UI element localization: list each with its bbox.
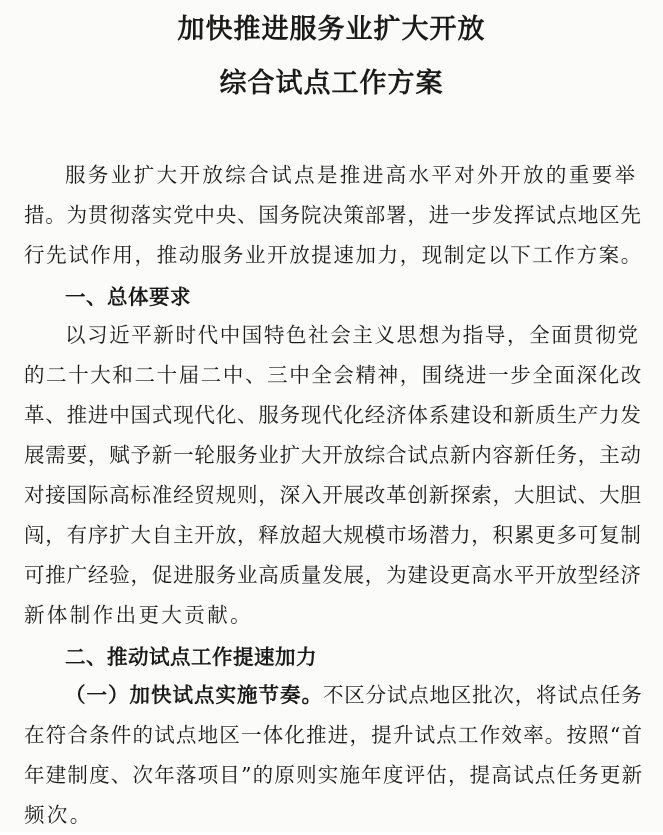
section1-line: 可推广经验，促进服务业高质量发展，为建设更高水平开放型经济	[24, 563, 642, 587]
section2-item1-first-line-text: 不区分试点地区批次，将试点任务	[323, 683, 643, 707]
section2-item1-first-line	[24, 675, 644, 715]
section1-line: 革、推进中国式现代化、服务现代化经济体系建设和新质生产力发	[24, 403, 642, 427]
section2-item1-line: 频次。	[24, 803, 93, 827]
section1-line: 对接国际高标准经贸规则，深入开展改革创新探索，大胆试、大胆	[24, 483, 642, 507]
section2-heading: 二、推动试点工作提速加力	[65, 645, 317, 669]
intro-line: 措。为贯彻落实党中央、国务院决策部署，进一步发挥试点地区先	[24, 203, 642, 227]
intro-paragraph	[24, 155, 644, 275]
section1-line: 的二十大和二十届二中、三中全会精神，围绕进一步全面深化改	[24, 363, 643, 387]
document-title-line2: 综合试点工作方案	[219, 68, 444, 99]
section1-line: 新体制作出更大贡献。	[24, 603, 253, 627]
section2-item1-paragraph	[24, 675, 644, 835]
section1-line: 展需要，赋予新一轮服务业扩大开放综合试点新内容新任务，主动	[24, 443, 642, 467]
section1-heading: 一、总体要求	[65, 285, 191, 309]
document-title-line1: 加快推进服务业扩大开放	[177, 14, 486, 45]
section2-item1-label: （一）加快试点实施节奏。	[65, 683, 323, 707]
intro-line: 行先试作用，推动服务业开放提速加力，现制定以下工作方案。	[24, 243, 643, 267]
section2-item1-line: 在符合条件的试点地区一体化推进，提升试点工作效率。按照“首	[24, 723, 644, 747]
section2-item1-line: 年建制度、次年落项目”的原则实施年度评估，提高试点任务更新	[24, 763, 644, 787]
section1-paragraph	[24, 315, 644, 635]
intro-line: 服务业扩大开放综合试点是推进高水平对外开放的重要举	[65, 163, 638, 187]
section1-line: 以习近平新时代中国特色社会主义思想为指导，全面贯彻党	[65, 323, 640, 347]
section1-line: 闯，有序扩大自主开放，释放超大规模市场潜力，积累更多可复制	[24, 523, 642, 547]
